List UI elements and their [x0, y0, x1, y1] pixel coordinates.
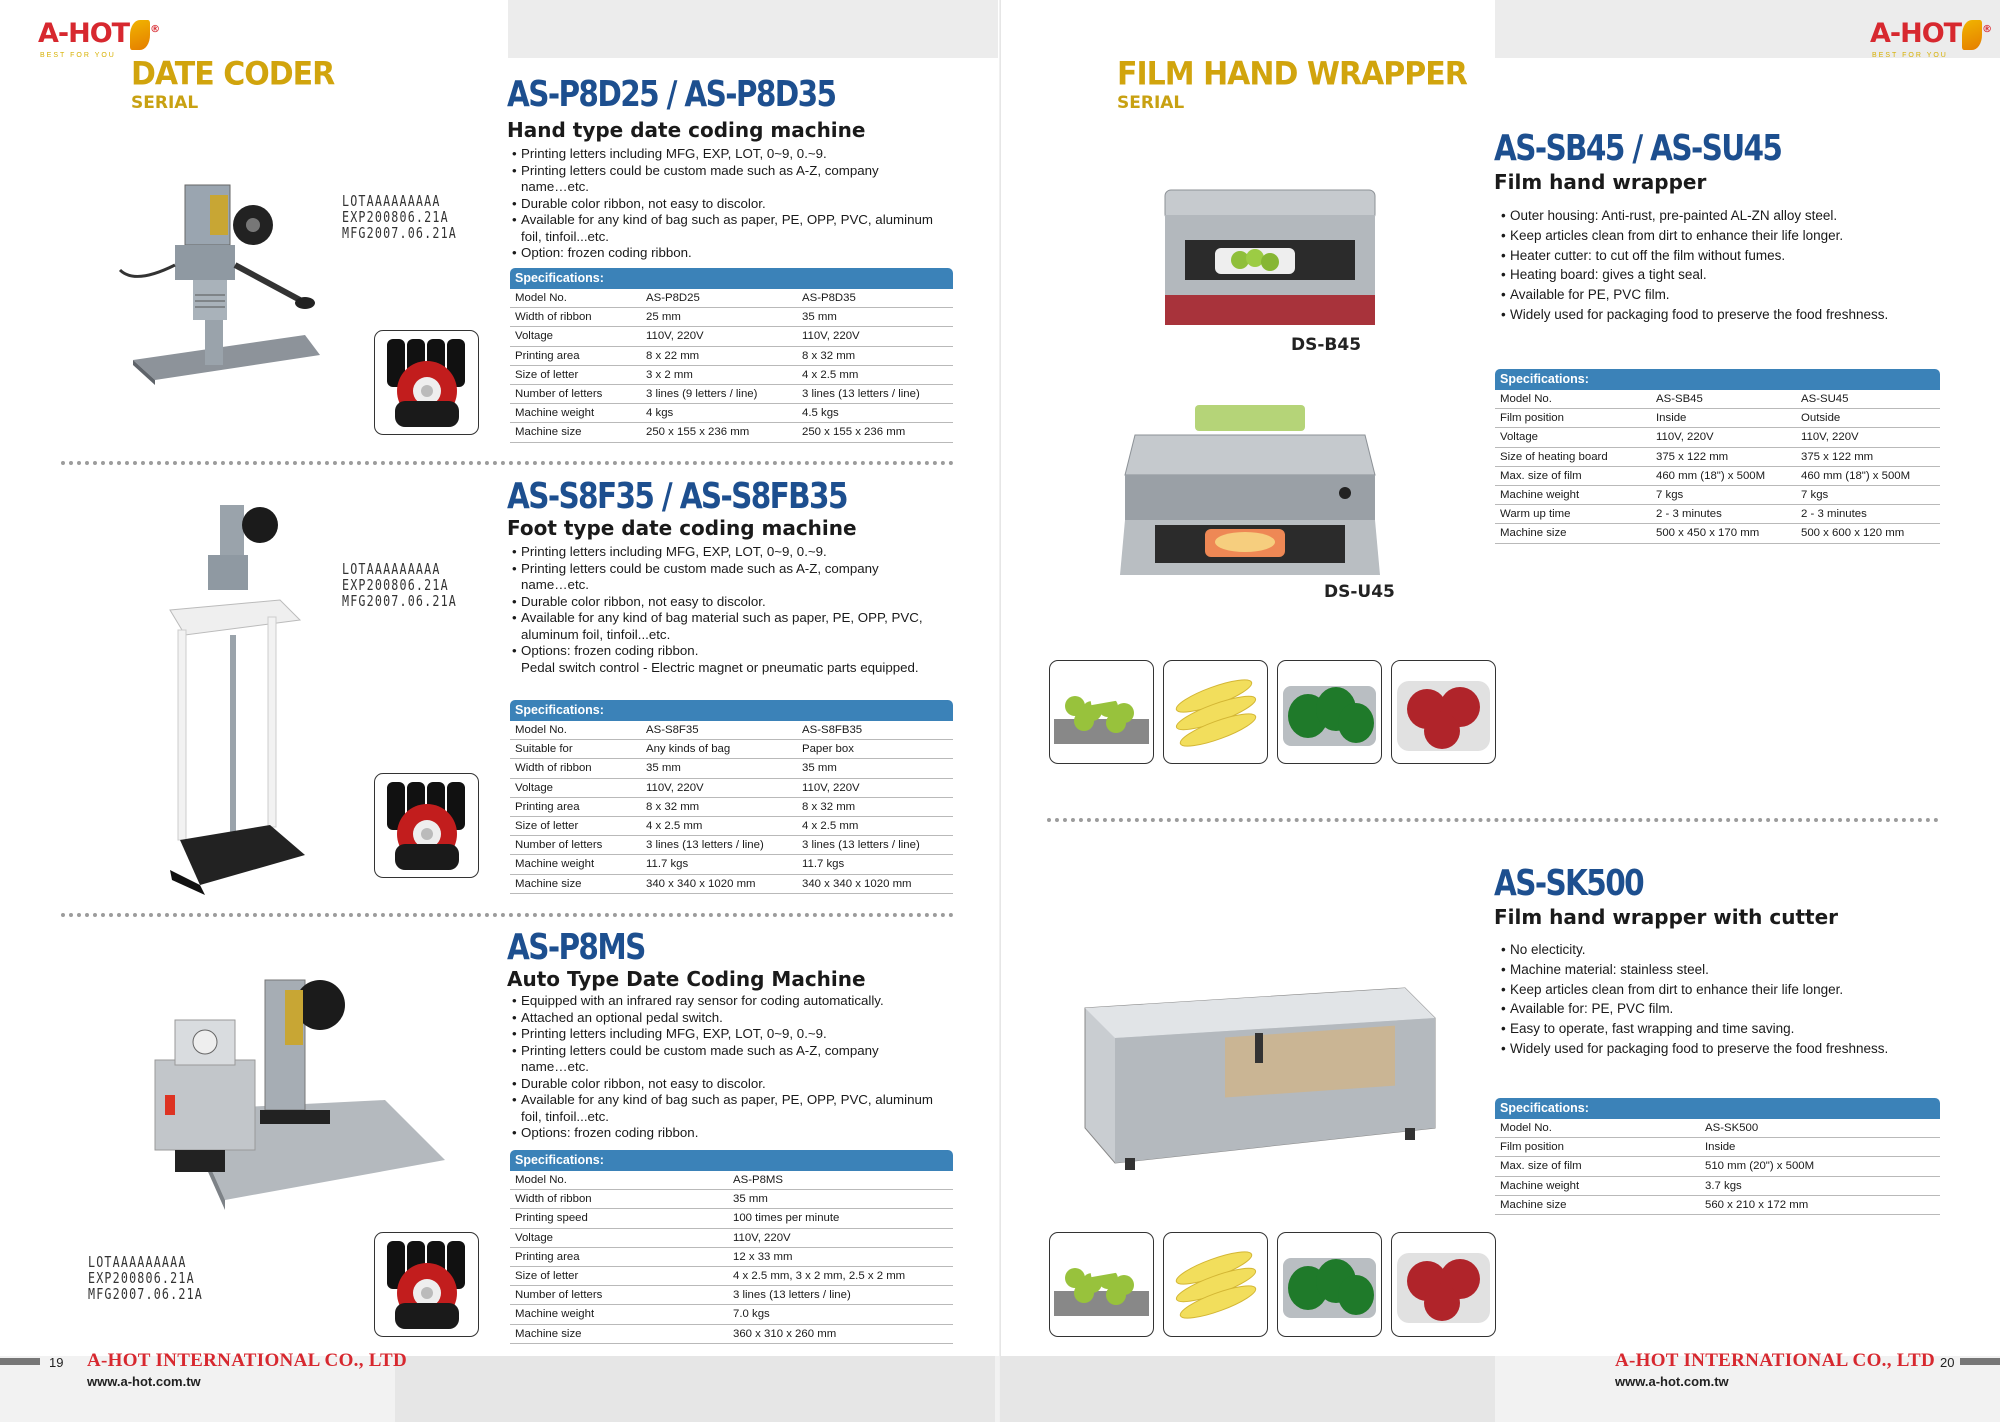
page-number: 20 [1940, 1355, 1955, 1370]
spec-header: Specifications: [510, 1150, 953, 1171]
feature-list: • Printing letters including MFG, EXP, LOT, 0~9, 0.~9. • Printing letters could be custom made such as A-Z, company name…etc. • Durable color ribbon, not easy to discolor. • Available for any kind of bag material such as paper, PE, OPP, PVC, aluminum foil, tinfoil...etc. • Options: frozen coding ribbon. Pedal switch control - Electric magnet or pneumatic parts equipped. [512, 544, 957, 676]
spec-row: Size of heating board 375 x 122 mm 375 x 122 mm [1495, 448, 1940, 467]
foot-date-coder-image [160, 495, 310, 895]
product-model: AS-SK500 [1494, 863, 1643, 904]
spec-header: Specifications: [510, 700, 953, 721]
product-model: AS-P8MS [507, 927, 645, 968]
product-name: Hand type date coding machine [507, 118, 866, 142]
spec-row: Film position Inside Outside [1495, 409, 1940, 428]
spec-row: Number of letters 3 lines (13 letters / line) 3 lines (13 letters / line) [510, 836, 953, 855]
page-fold [999, 0, 1001, 1422]
product-name: Auto Type Date Coding Machine [507, 967, 866, 991]
spec-row: Voltage 110V, 220V 110V, 220V [1495, 428, 1940, 447]
spec-row: Voltage 110V, 220V 110V, 220V [510, 327, 953, 346]
product-model: AS-SB45 / AS-SU45 [1494, 128, 1782, 169]
brand-name: A-HOT [38, 18, 130, 49]
ribbon-rolls-image [374, 330, 479, 435]
code-print-sample: LOTAAAAAAAAA EXP200806.21A MFG2007.06.21A [342, 560, 458, 610]
caption-ds-b45: DS-B45 [1291, 335, 1362, 355]
food-tray-tomatoes-image [1391, 660, 1496, 764]
spec-row: Model No. AS-P8D25 AS-P8D35 [510, 289, 953, 308]
spec-row: Film position Inside [1495, 1138, 1940, 1157]
spec-row: Model No. AS-SB45 AS-SU45 [1495, 390, 1940, 409]
wrapper-ds-u45-image [1115, 405, 1385, 580]
footer-url[interactable]: www.a-hot.com.tw [87, 1374, 201, 1389]
brand-logo-right: A-HOT ® [1870, 18, 1992, 49]
spec-row: Size of letter 4 x 2.5 mm 4 x 2.5 mm [510, 817, 953, 836]
spec-row: Max. size of film 510 mm (20") x 500M [1495, 1157, 1940, 1176]
feature-list: • Equipped with an infrared ray sensor for coding automatically. • Attached an optional pedal switch. • Printing letters including MFG, EXP, LOT, 0~9, 0.~9. • Printing letters could be custom made such as A-Z, company name…etc. • Durable color ribbon, not easy to discolor. • Available for any kind of bag such as paper, PE, OPP, PVC, aluminum foil, tinfoil...etc. • Options: frozen coding ribbon. [512, 993, 957, 1142]
brand-swoosh-icon [130, 20, 150, 50]
wrapper-ds-b45-image [1155, 180, 1385, 330]
food-tray-corn-image [1163, 1232, 1268, 1337]
spec-row: Machine size 500 x 450 x 170 mm 500 x 600 x 120 mm [1495, 524, 1940, 543]
page-number: 19 [49, 1355, 64, 1370]
spec-row: Machine weight 7 kgs 7 kgs [1495, 486, 1940, 505]
caption-ds-u45: DS-U45 [1324, 582, 1395, 602]
series-title-right: FILM HAND WRAPPER [1117, 55, 1467, 94]
bottom-band-right-dark [1000, 1356, 1495, 1422]
footer-url[interactable]: www.a-hot.com.tw [1615, 1374, 1729, 1389]
spec-row: Printing area 12 x 33 mm [510, 1248, 953, 1267]
spec-row: Warm up time 2 - 3 minutes 2 - 3 minutes [1495, 505, 1940, 524]
spec-row: Width of ribbon 25 mm 35 mm [510, 308, 953, 327]
code-print-sample: LOTAAAAAAAAA EXP200806.21A MFG2007.06.21A [88, 1253, 204, 1303]
wrapper-sk500-image [1075, 978, 1440, 1173]
spec-row: Suitable for Any kinds of bag Paper box [510, 740, 953, 759]
bottom-band-left-dark [395, 1356, 995, 1422]
spec-table [510, 268, 953, 443]
section-divider [61, 461, 954, 465]
spec-row: Printing area 8 x 32 mm 8 x 32 mm [510, 798, 953, 817]
spec-row: Printing speed 100 times per minute [510, 1209, 953, 1228]
ribbon-rolls-image [374, 773, 479, 878]
product-model: AS-S8F35 / AS-S8FB35 [507, 476, 847, 517]
spec-row: Number of letters 3 lines (13 letters / line) [510, 1286, 953, 1305]
product-name: Film hand wrapper with cutter [1494, 905, 1839, 929]
food-tray-grapes-image [1049, 1232, 1154, 1337]
spec-row: Machine weight 11.7 kgs 11.7 kgs [510, 855, 953, 874]
spec-header: Specifications: [1495, 1098, 1940, 1119]
spec-table [1495, 1098, 1940, 1215]
food-tray-corn-image [1163, 660, 1268, 764]
spec-row: Voltage 110V, 220V [510, 1229, 953, 1248]
section-divider [61, 913, 954, 917]
spec-row: Machine size 340 x 340 x 1020 mm 340 x 340 x 1020 mm [510, 875, 953, 894]
food-tray-peppers-image [1277, 660, 1382, 764]
spec-row: Max. size of film 460 mm (18") x 500M 460 mm (18") x 500M [1495, 467, 1940, 486]
spec-row: Model No. AS-SK500 [1495, 1119, 1940, 1138]
spec-row: Size of letter 4 x 2.5 mm, 3 x 2 mm, 2.5 x 2 mm [510, 1267, 953, 1286]
section-divider [1047, 818, 1939, 822]
spec-row: Number of letters 3 lines (9 letters / line) 3 lines (13 letters / line) [510, 385, 953, 404]
spec-row: Machine size 560 x 210 x 172 mm [1495, 1196, 1940, 1215]
feature-list: • No electicity. • Machine material: stainless steel. • Keep articles clean from dirt to enhance their life longer. • Available for: PE, PVC film. • Easy to operate, fast wrapping and time saving. • Widely used for packaging food to preserve the food freshness. [1501, 940, 1941, 1059]
hand-date-coder-image [115, 175, 335, 385]
brand-swoosh-icon [1962, 20, 1982, 50]
spec-table [510, 1150, 953, 1344]
food-tray-tomatoes-image [1391, 1232, 1496, 1337]
auto-date-coder-image [145, 960, 445, 1210]
brand-tagline-right: BEST FOR YOU [1872, 52, 1948, 59]
product-model: AS-P8D25 / AS-P8D35 [507, 74, 836, 115]
product-name: Film hand wrapper [1494, 170, 1707, 194]
brand-tagline-left: BEST FOR YOU [40, 52, 116, 59]
spec-header: Specifications: [510, 268, 953, 289]
code-print-sample: LOTAAAAAAAAA EXP200806.21A MFG2007.06.21A [342, 192, 458, 242]
series-sub-left: SERIAL [131, 93, 199, 113]
spec-row: Machine size 360 x 310 x 260 mm [510, 1325, 953, 1344]
footer-company: A-HOT INTERNATIONAL CO., LTD [87, 1350, 408, 1371]
spec-row: Model No. AS-P8MS [510, 1171, 953, 1190]
page-number-bar [1960, 1358, 2000, 1365]
spec-table [1495, 369, 1940, 544]
ribbon-rolls-image [374, 1232, 479, 1337]
food-tray-grapes-image [1049, 660, 1154, 764]
spec-row: Voltage 110V, 220V 110V, 220V [510, 779, 953, 798]
spec-row: Machine weight 7.0 kgs [510, 1305, 953, 1324]
brand-logo-left: A-HOT ® [38, 18, 160, 49]
spec-row: Printing area 8 x 22 mm 8 x 32 mm [510, 347, 953, 366]
spec-row: Model No. AS-S8F35 AS-S8FB35 [510, 721, 953, 740]
spec-row: Width of ribbon 35 mm 35 mm [510, 759, 953, 778]
spec-header: Specifications: [1495, 369, 1940, 390]
series-title-left: DATE CODER [131, 55, 335, 94]
spec-row: Machine size 250 x 155 x 236 mm 250 x 155 x 236 mm [510, 423, 953, 442]
page-number-bar [0, 1358, 40, 1365]
series-sub-right: SERIAL [1117, 93, 1185, 113]
spec-row: Size of letter 3 x 2 mm 4 x 2.5 mm [510, 366, 953, 385]
spec-row: Machine weight 4 kgs 4.5 kgs [510, 404, 953, 423]
footer-company: A-HOT INTERNATIONAL CO., LTD [1615, 1350, 1936, 1371]
spec-table [510, 700, 953, 894]
product-name: Foot type date coding machine [507, 516, 857, 540]
food-tray-peppers-image [1277, 1232, 1382, 1337]
top-band-left [508, 0, 998, 58]
spec-row: Width of ribbon 35 mm [510, 1190, 953, 1209]
feature-list: • Outer housing: Anti-rust, pre-painted AL-ZN alloy steel. • Keep articles clean from dirt to enhance their life longer. • Heater cutter: to cut off the film without fumes. • Heating board: gives a tight seal. • Available for PE, PVC film. • Widely used for packaging food to preserve the food freshness. [1501, 206, 1941, 325]
feature-list: • Printing letters including MFG, EXP, LOT, 0~9, 0.~9. • Printing letters could be custom made such as A-Z, company name…etc. • Durable color ribbon, not easy to discolor. • Available for any kind of bag such as paper, PE, OPP, PVC, aluminum foil, tinfoil...etc. • Option: frozen coding ribbon. [512, 146, 952, 262]
spec-row: Machine weight 3.7 kgs [1495, 1177, 1940, 1196]
